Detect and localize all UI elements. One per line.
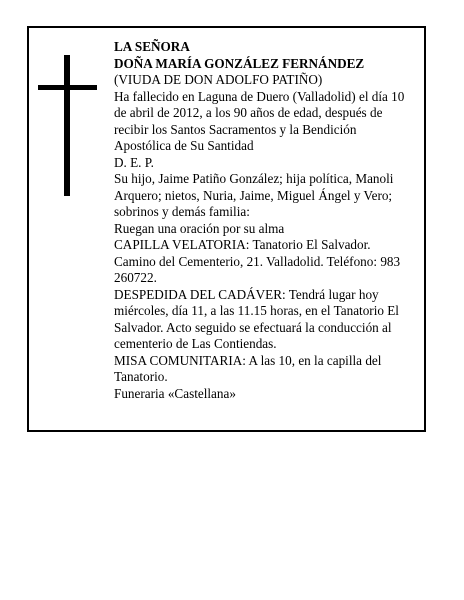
- dep-line: D. E. P.: [114, 154, 154, 170]
- farewell-info: DESPEDIDA DEL CADÁVER: Tendrá lugar hoy miércoles, día 11, a las 11.15 horas, en el Tanatorio El Salvador. Acto seguido se efectuará la conducción al cementerio de Las Contiendas.: [114, 286, 399, 351]
- death-announcement: Ha fallecido en Laguna de Duero (Valladolid) el día 10 de abril de 2012, a los 90 años de edad, después de recibir los Santos Sacramentos y la Bendición Apostólica de Su Santidad: [114, 88, 405, 153]
- deceased-name: DOÑA MARÍA GONZÁLEZ FERNÁNDEZ: [114, 55, 365, 71]
- obituary-text: [114, 39, 409, 402]
- widow-subtitle: (VIUDA DE DON ADOLFO PATIÑO): [114, 72, 323, 87]
- funeral-home: Funeraria «Castellana»: [114, 385, 236, 401]
- cross-icon-bar: [38, 85, 97, 90]
- chapel-info: CAPILLA VELATORIA: Tanatorio El Salvador. Camino del Cementerio, 21. Valladolid. Teléfono: 983 260722.: [114, 237, 401, 285]
- title-line-1: LA SEÑORA: [114, 39, 190, 54]
- prayer-request: Ruegan una oración por su alma: [114, 220, 285, 236]
- family-list: Su hijo, Jaime Patiño González; hija política, Manoli Arquero; nietos, Nuria, Jaime, Miguel Ángel y Vero; sobrinos y demás familia:: [114, 171, 394, 219]
- cross-icon: [64, 55, 70, 196]
- mass-info: MISA COMUNITARIA: A las 10, en la capilla del Tanatorio.: [114, 352, 382, 384]
